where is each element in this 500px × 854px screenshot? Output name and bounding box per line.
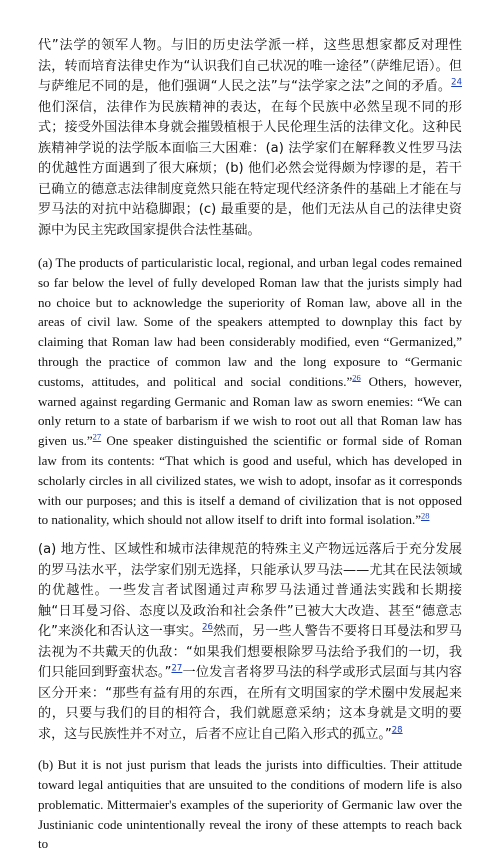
text-run: (a) The products of particularistic local, regional, and urban legal codes remained so far below the level of fully developed Roman law that the jurists simply had no choice but to acknowledge the superiority of Roman law, above all in the areas of civil law. Some of the speakers attempted to downplay this fact by claiming that Roman law had been considerably modified, even “Germanized,” through the practice of common law and the long exposure to “Germanic customs, attitudes, and political and social conditions.” — [38, 255, 462, 389]
footnote-link-26[interactable]: 26 — [352, 372, 361, 383]
text-run: 他们深信，法律作为民族精神的表达，在每个民族中必然呈现不同的形式；接受外国法律本身就会摧毁植根于人民伦理生活的法律文化。这种民族精神学说的法学版本面临三大困难：(a) 法学家们在解释教义性罗马法的优越性方面遇到了很大麻烦；(b) 他们必然会觉得颇为悖谬的是，若干已确立的德意志法律制度竟然只能在特定现代经济条件的基础上才能在与罗马法的对抗中站稳脚跟；(c) 最重要的是，他们无法从自己的法律史资源中为民主宪政国家提供合法性基础。 — [38, 99, 462, 238]
footnote-link-27[interactable]: 27 — [92, 431, 102, 442]
chinese-paragraph-a — [38, 540, 462, 745]
document-page — [38, 36, 462, 854]
text-run: One speaker distinguished the scientific or formal side of Roman law from its contents: “That which is good and useful, which has developed in scholarly circles in all civilized states, we wish to adopt, insofar as it corresponds with our purposes; and this is itself a demand of civilization that is not opposed to nationality, which should not allow itself to drift into formal isolation.” — [38, 433, 462, 528]
footnote-link-24[interactable]: 24 — [451, 77, 462, 88]
text-run: (b) But it is not just purism that leads the jurists into difficulties. Their attitude toward legal antiquities that are unsuited to the conditions of modern life is also problematic. Mittermaier's examples of the superiority of Germanic law over the Justinianic code unintentionally reveal the irony of these attempts to reach back to — [38, 757, 462, 852]
text-run: 然而，另一些人警告不要将日耳曼法和罗马法视为不共戴天的仇敌：“如果我们想要根除罗马法给予我们的一切，我们只能回到野蛮状态。” — [38, 624, 462, 681]
text-run: 代”法学的领军人物。与旧的历史法学派一样，这些思想家都反对理性法，转而培育法律史作为“认识我们自己状况的唯一途径”（萨维尼语）。但与萨维尼不同的是，他们强调“人民之法”与“法学家之法”之间的矛盾。 — [38, 38, 462, 94]
text-run: Others, however, warned against regarding Germanic and Roman law as sworn enemies: “We can only return to a state of barbarism if we wish to root out all that Roman law has given us.” — [38, 373, 462, 449]
footnote-link-28[interactable]: 28 — [420, 511, 430, 522]
footnote-link-26[interactable]: 26 — [202, 622, 213, 633]
footnote-link-28[interactable]: 28 — [391, 725, 403, 736]
text-run: 一位发言者将罗马法的科学或形式层面与其内容区分开来：“那些有益有用的东西，在所有文明国家的学术圈中发展起来的，只要与我们的目的相符合，我们就愿意采纳；这本身就是文明的要求，这与民族性并不对立，后者不应让自己陷入形式的孤立。” — [38, 665, 463, 742]
chinese-paragraph-intro — [38, 36, 462, 241]
english-paragraph-b — [38, 755, 462, 854]
footnote-link-27[interactable]: 27 — [171, 663, 183, 674]
text-run: (a) 地方性、区域性和城市法律规范的特殊主义产物远远落后于充分发展的罗马法水平，法学家们别无选择，只能承认罗马法——尤其在民法领域的优越性。一些发言者试图通过声称罗马法通过普通法实践和长期接触“日耳曼习俗、态度以及政治和社会条件”已被大大改造、甚至“德意志化”来淡化和否认这一事实。 — [38, 542, 462, 640]
english-paragraph-a — [38, 253, 462, 530]
